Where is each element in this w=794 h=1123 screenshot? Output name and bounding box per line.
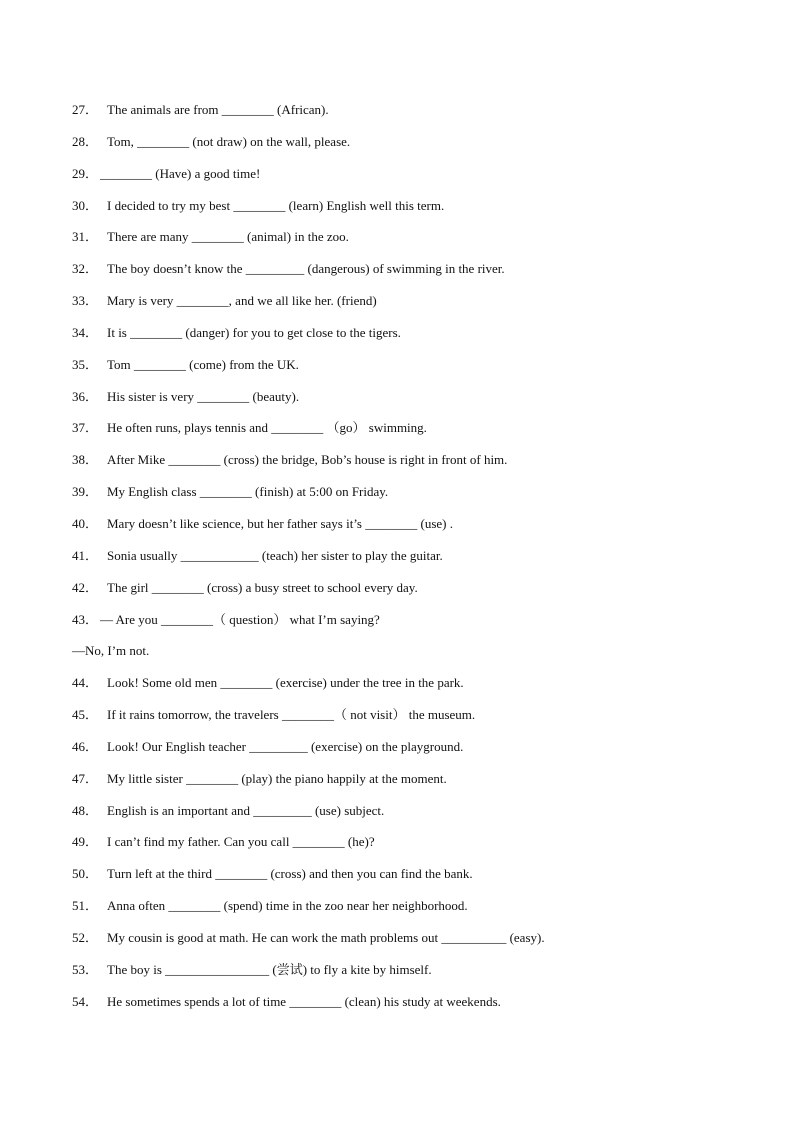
- item-text: Sonia usually ____________ (teach) her sister to play the guitar.: [107, 547, 443, 563]
- item-number: 34．: [72, 324, 99, 340]
- item-text: I decided to try my best ________ (learn) English well this term.: [107, 197, 445, 213]
- item-number: 44．: [72, 675, 99, 691]
- item-text: Anna often ________ (spend) time in the zoo near her neighborhood.: [107, 898, 468, 914]
- exercise-item: [72, 579, 732, 611]
- item-text: Look! Our English teacher _________ (exercise) on the playground.: [107, 738, 464, 754]
- exercise-item: [72, 611, 732, 643]
- item-text: Mary is very ________, and we all like her. (friend): [107, 293, 377, 309]
- exercise-list: [72, 101, 732, 1024]
- item-text: Look! Some old men ________ (exercise) under the tree in the park.: [107, 675, 464, 691]
- exercise-item: [72, 515, 732, 547]
- item-text: Turn left at the third ________ (cross) and then you can find the bank.: [107, 866, 473, 882]
- item-number: 54．: [72, 993, 99, 1009]
- item-number: 45．: [72, 707, 99, 723]
- exercise-item: [72, 165, 732, 197]
- item-number: 50．: [72, 866, 99, 882]
- exercise-item: [72, 388, 732, 420]
- exercise-item: [72, 324, 732, 356]
- exercise-item: [72, 292, 732, 324]
- item-number: 43．: [72, 611, 99, 627]
- exercise-item: [72, 674, 732, 706]
- exercise-item: [72, 260, 732, 292]
- item-number: 32．: [72, 261, 99, 277]
- item-text: — Are you ________（ question） what I’m saying?: [100, 611, 380, 627]
- item-number: 46．: [72, 738, 99, 754]
- item-number: 51．: [72, 898, 99, 914]
- exercise-item: [72, 547, 732, 579]
- item-text: —No, I’m not.: [72, 643, 150, 659]
- item-text: He often runs, plays tennis and ________ （go） swimming.: [107, 420, 427, 436]
- item-text: If it rains tomorrow, the travelers ________（ not visit） the museum.: [107, 707, 476, 723]
- item-number: 35．: [72, 356, 99, 372]
- item-number: 53．: [72, 961, 99, 977]
- item-text: Tom ________ (come) from the UK.: [107, 356, 299, 372]
- item-number: 47．: [72, 770, 99, 786]
- exercise-item: [72, 993, 732, 1025]
- exercise-item: [72, 961, 732, 993]
- item-number: 28．: [72, 133, 99, 149]
- exercise-item: [72, 356, 732, 388]
- item-text: The boy doesn’t know the _________ (dangerous) of swimming in the river.: [107, 261, 505, 277]
- item-number: 41．: [72, 547, 99, 563]
- item-text: My little sister ________ (play) the piano happily at the moment.: [107, 770, 447, 786]
- item-text: I can’t find my father. Can you call ________ (he)?: [107, 834, 375, 850]
- exercise-item: [72, 897, 732, 929]
- exercise-item: [72, 197, 732, 229]
- exercise-item: [72, 738, 732, 770]
- item-number: 37．: [72, 420, 99, 436]
- exercise-item: [72, 833, 732, 865]
- exercise-item: [72, 802, 732, 834]
- item-number: 40．: [72, 515, 99, 531]
- item-text: His sister is very ________ (beauty).: [107, 388, 300, 404]
- item-text: Mary doesn’t like science, but her father says it’s ________ (use) .: [107, 515, 453, 531]
- exercise-item: [72, 483, 732, 515]
- item-text: It is ________ (danger) for you to get close to the tigers.: [107, 324, 401, 340]
- item-number: 33．: [72, 293, 99, 309]
- exercise-item: [72, 228, 732, 260]
- item-number: 31．: [72, 229, 99, 245]
- item-text: Tom, ________ (not draw) on the wall, please.: [107, 133, 351, 149]
- exercise-item: [72, 929, 732, 961]
- item-text: The boy is ________________ (尝试) to fly a kite by himself.: [107, 961, 432, 977]
- exercise-item: [72, 133, 732, 165]
- item-number: 48．: [72, 802, 99, 818]
- exercise-item: [72, 419, 732, 451]
- exercise-item: [72, 101, 732, 133]
- item-text: After Mike ________ (cross) the bridge, Bob’s house is right in front of him.: [107, 452, 508, 468]
- exercise-item: [72, 706, 732, 738]
- item-text: There are many ________ (animal) in the zoo.: [107, 229, 349, 245]
- item-text: The animals are from ________ (African).: [107, 102, 329, 117]
- exercise-item: [72, 865, 732, 897]
- item-number: 52．: [72, 929, 99, 945]
- item-number: 36．: [72, 388, 99, 404]
- exercise-item: [72, 451, 732, 483]
- item-number: 27．: [72, 102, 99, 117]
- item-number: 42．: [72, 579, 99, 595]
- item-number: 49．: [72, 834, 99, 850]
- item-number: 30．: [72, 197, 99, 213]
- item-text: He sometimes spends a lot of time ________ (clean) his study at weekends.: [107, 993, 501, 1009]
- exercise-item: [72, 770, 732, 802]
- item-text: The girl ________ (cross) a busy street to school every day.: [107, 579, 418, 595]
- item-number: 38．: [72, 452, 99, 468]
- exercise-answer-line: [72, 642, 732, 674]
- item-text: ________ (Have) a good time!: [100, 165, 261, 181]
- item-text: English is an important and _________ (use) subject.: [107, 802, 385, 818]
- item-number: 39．: [72, 484, 99, 500]
- item-text: My cousin is good at math. He can work the math problems out __________ (easy).: [107, 929, 545, 945]
- item-number: 29．: [72, 165, 99, 181]
- item-text: My English class ________ (finish) at 5:00 on Friday.: [107, 484, 389, 500]
